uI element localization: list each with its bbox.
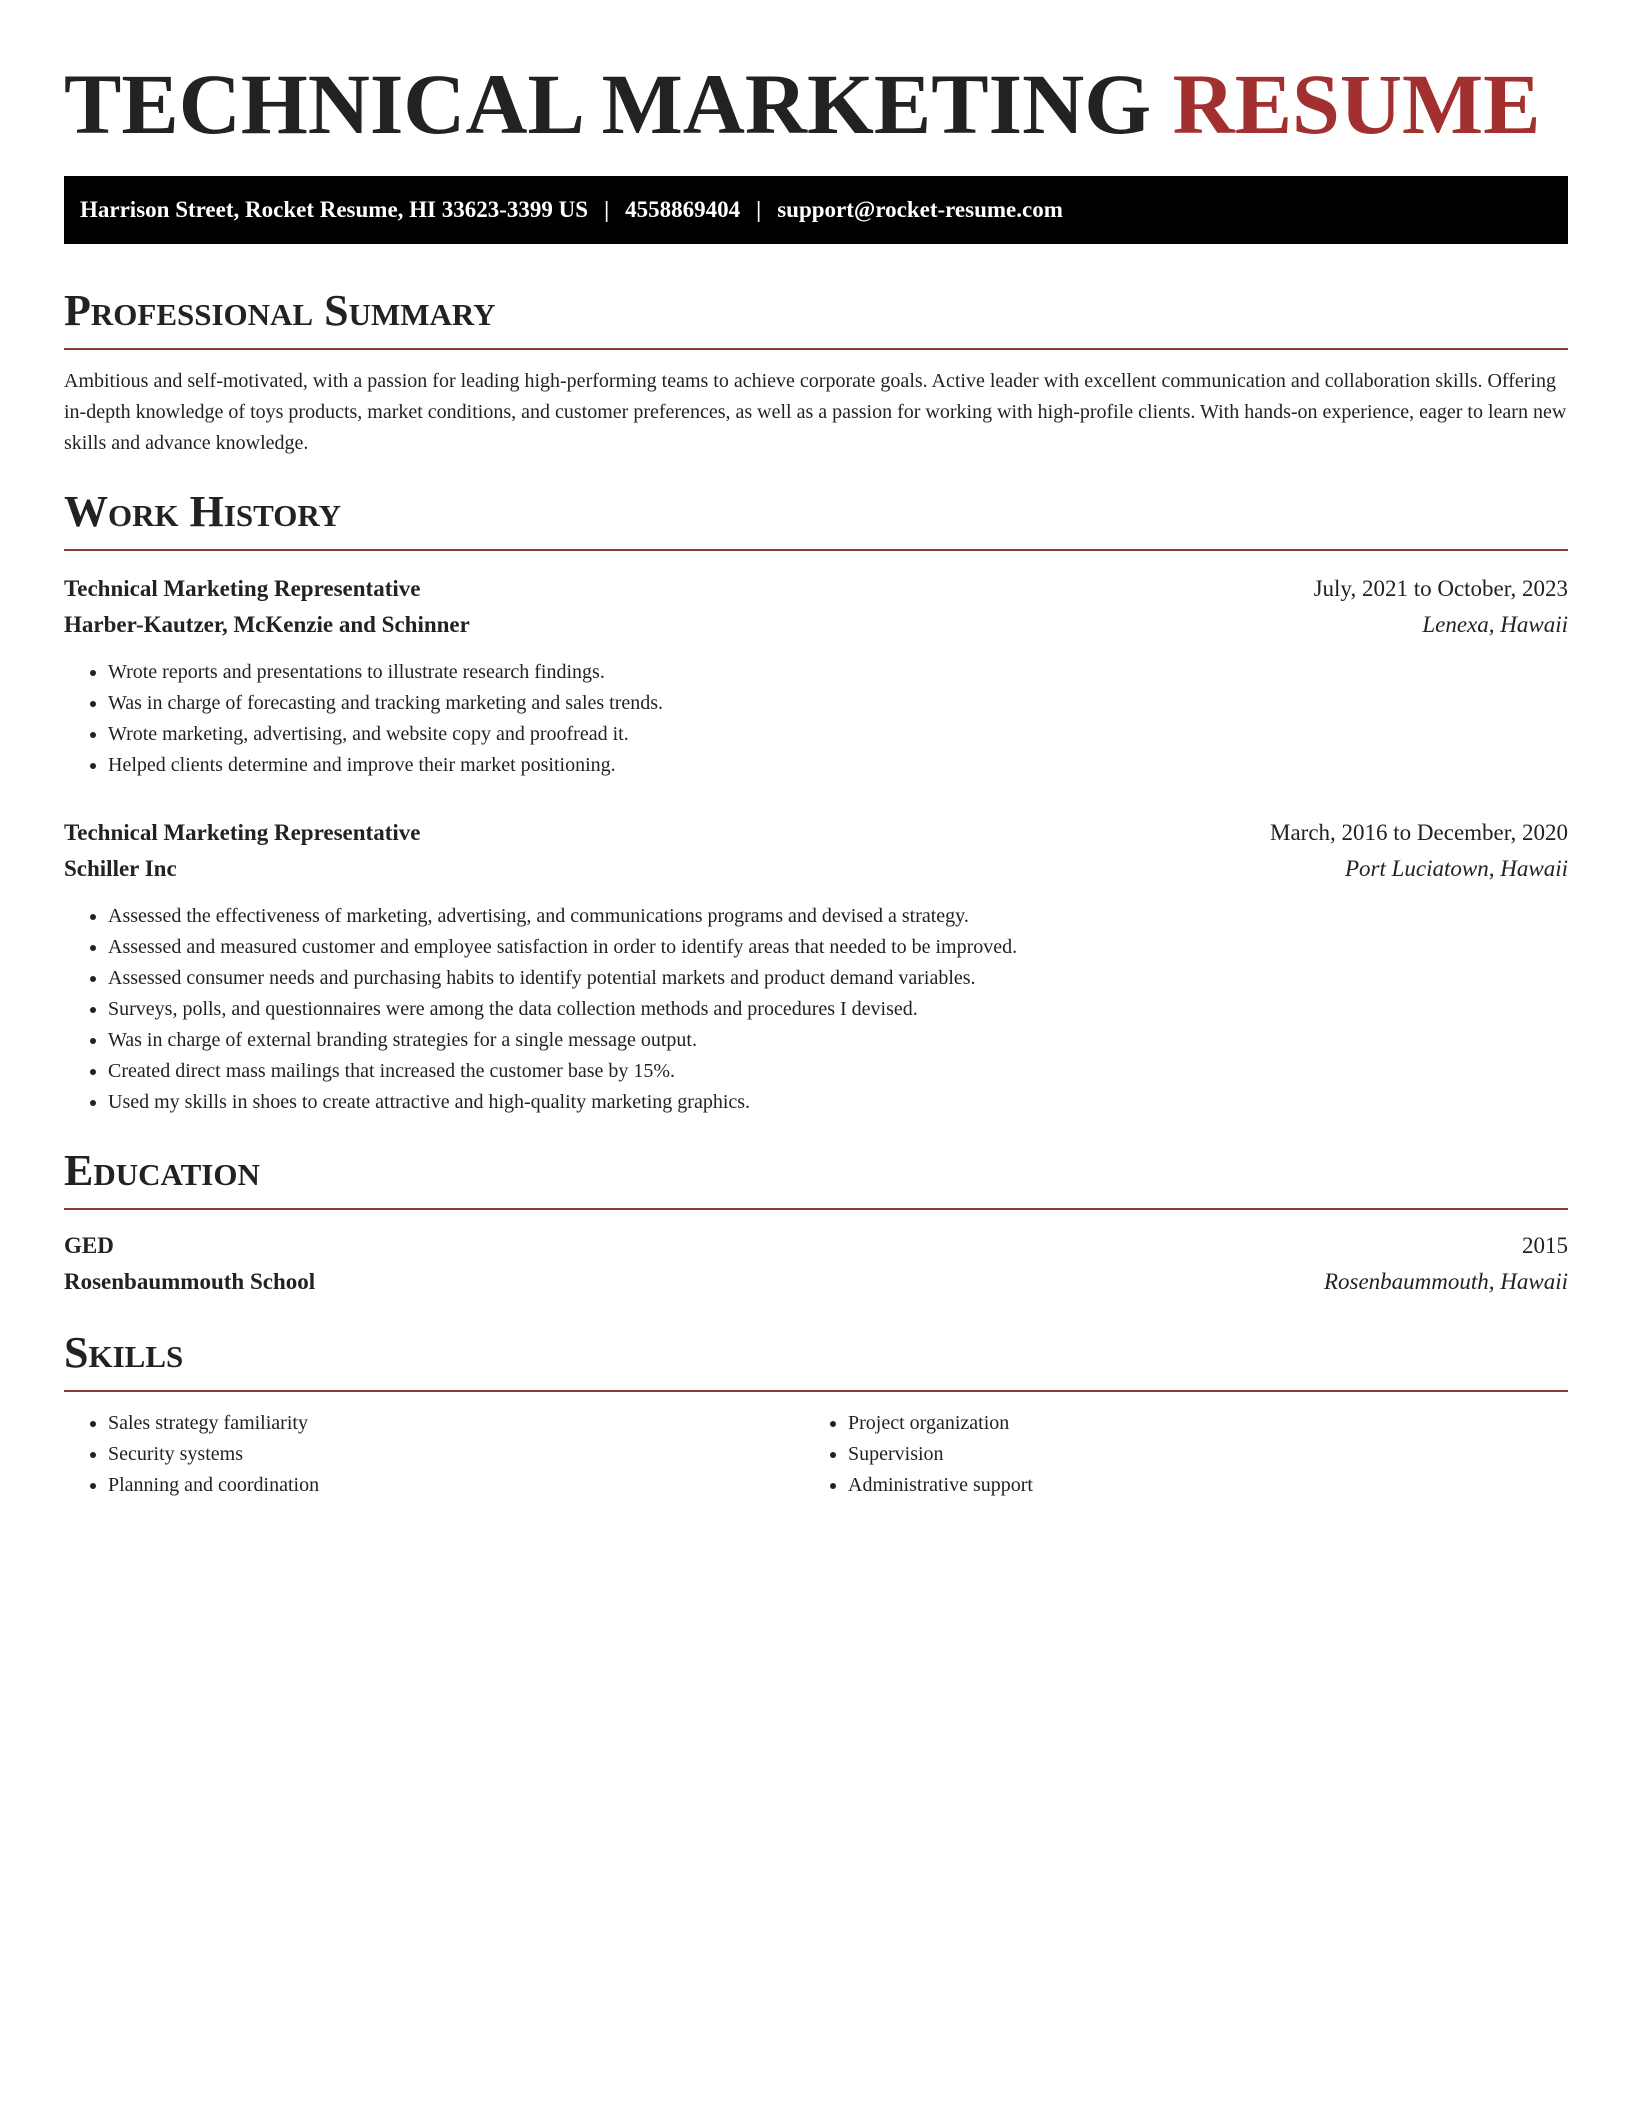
summary-text: Ambitious and self-motivated, with a passion for leading high-performing teams to achieve corporate goals. Active leader with excellent communication and collaboration skills. Offering in-depth knowledge of toys products, market conditions, and customer preferences, as well as a passion for working with high-profile clients. With hands-on experience, eager to learn new skills and advance knowledge. — [64, 370, 1567, 454]
skills-column-right — [804, 1408, 1544, 1501]
job-dates: March, 2016 to December, 2020 — [1270, 820, 1568, 845]
education-year: 2015 — [1522, 1233, 1568, 1258]
list-item: • Assessed and measured customer and employee satisfaction in order to identify areas that needed to be improved. — [108, 932, 1568, 963]
summary-heading: Professional Summary — [64, 286, 1568, 350]
education-heading: Education — [64, 1146, 1568, 1210]
job-company-row — [64, 851, 1568, 887]
list-item: • Used my skills in shoes to create attractive and high-quality marketing graphics. — [108, 1087, 1568, 1118]
job-company: Harber-Kautzer, McKenzie and Schinner — [64, 612, 470, 637]
list-item: • Sales strategy familiarity — [108, 1408, 804, 1439]
education-entry — [64, 1228, 1568, 1300]
job-bullets — [64, 657, 1568, 781]
contact-separator: | — [756, 197, 762, 222]
list-item: • Project organization — [848, 1408, 1544, 1439]
job-title: Technical Marketing Representative — [64, 820, 421, 845]
list-item: • Surveys, polls, and questionnaires were among the data collection methods and procedures I devised. — [108, 994, 1568, 1025]
list-item: • Was in charge of forecasting and tracking marketing and sales trends. — [108, 688, 1568, 719]
list-item: • Helped clients determine and improve their market positioning. — [108, 750, 1568, 781]
list-item: • Assessed consumer needs and purchasing habits to identify potential markets and product demand variables. — [108, 963, 1568, 994]
job-entry — [64, 815, 1568, 1118]
education-location: Rosenbaummouth, Hawaii — [1323, 1269, 1568, 1294]
work-history-heading: Work History — [64, 487, 1568, 551]
contact-email[interactable]: support@rocket-resume.com — [777, 197, 1063, 222]
contact-address: Harrison Street, Rocket Resume, HI 33623-3399 US — [80, 197, 589, 222]
list-item: • Created direct mass mailings that increased the customer base by 15%. — [108, 1056, 1568, 1087]
skills-column-left — [64, 1408, 804, 1501]
list-item: • Wrote reports and presentations to illustrate research findings. — [108, 657, 1568, 688]
contact-phone: 4558869404 — [625, 197, 741, 222]
job-title: Technical Marketing Representative — [64, 576, 421, 601]
job-title-row — [64, 815, 1568, 851]
list-item: • Administrative support — [848, 1470, 1544, 1501]
job-location: Port Luciatown, Hawaii — [1345, 856, 1568, 881]
contact-bar — [64, 176, 1568, 244]
list-item: • Security systems — [108, 1439, 804, 1470]
list-item: • Assessed the effectiveness of marketing, advertising, and communications programs and devised a strategy. — [108, 901, 1568, 932]
education-school-row — [64, 1264, 1568, 1300]
education-degree: GED — [64, 1233, 114, 1258]
education-degree-row — [64, 1228, 1568, 1264]
list-item: • Wrote marketing, advertising, and website copy and proofread it. — [108, 719, 1568, 750]
job-company: Schiller Inc — [64, 856, 177, 881]
list-item: • Supervision — [848, 1439, 1544, 1470]
job-dates: July, 2021 to October, 2023 — [1313, 576, 1568, 601]
job-company-row — [64, 607, 1568, 643]
contact-separator: | — [604, 197, 610, 222]
job-title-row — [64, 571, 1568, 607]
job-bullets — [64, 901, 1568, 1118]
title-main: TECHNICAL MARKETING — [64, 56, 1152, 152]
resume-title — [64, 54, 1568, 154]
job-location: Lenexa, Hawaii — [1422, 612, 1568, 637]
skills-heading: Skills — [64, 1328, 1568, 1392]
list-item: • Planning and coordination — [108, 1470, 804, 1501]
education-school: Rosenbaummouth School — [64, 1269, 316, 1294]
job-entry — [64, 571, 1568, 781]
skills-list — [64, 1408, 1568, 1501]
list-item: • Was in charge of external branding strategies for a single message output. — [108, 1025, 1568, 1056]
title-accent: RESUME — [1172, 56, 1541, 152]
